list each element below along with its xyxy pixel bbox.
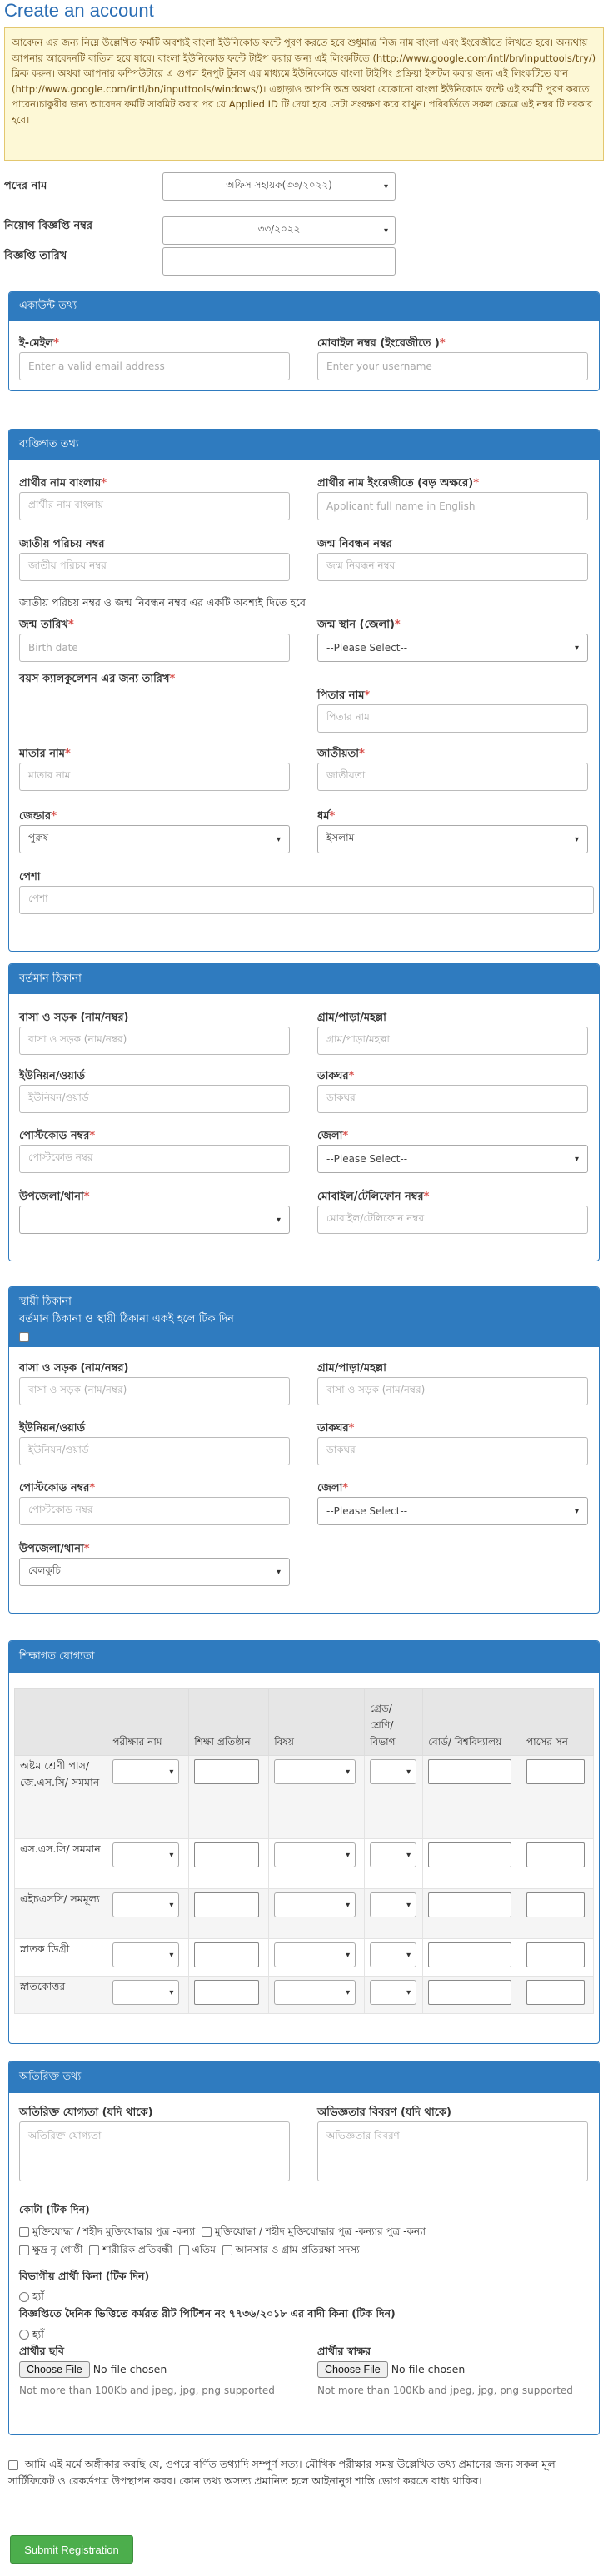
chevron-down-icon: ▾	[276, 1567, 281, 1577]
writ-label: বিজ্ঞপ্তিতে দৈনিক ভিত্তিতে কর্মরত রীট পিটিশন নং ৭৭৩৬/২০১৮ এর বাদী কিনা (টিক দিন)	[19, 2307, 396, 2320]
perm-village-field: গ্রাম/পাড়া/মহল্লা বাসা ও সড়ক (নাম/নম্বর)	[317, 1360, 588, 1405]
edu-institute-input[interactable]	[194, 1892, 259, 1917]
perm-district-select[interactable]: --Please Select-- ▾	[317, 1497, 588, 1525]
chevron-down-icon: ▾	[276, 1215, 281, 1225]
extra-qual-field: অতিরিক্ত যোগ্যতা (যদি থাকে) অতিরিক্ত যোগ্যতা	[19, 2105, 290, 2181]
present-postcode-input[interactable]: পোস্টকোড নম্বর	[19, 1145, 290, 1173]
edu-year-input[interactable]	[526, 1980, 585, 2005]
edu-institute-input[interactable]	[194, 1942, 259, 1967]
permanent-address-panel	[8, 1286, 600, 1614]
sign-label: প্রার্থীর স্বাক্ষর	[317, 2345, 371, 2357]
edu-year-input[interactable]	[526, 1759, 585, 1784]
present-district-field: জেলা* --Please Select-- ▾	[317, 1128, 588, 1173]
id-note: জাতীয় পরিচয় নম্বর ও জন্ম নিবন্ধন নম্বর এর একটি অবশ্যই দিতে হবে	[19, 596, 306, 609]
name-en-field: প্রার্থীর নাম ইংরেজীতে (বড় অক্ষরে)* Applicant full name in English	[317, 475, 588, 520]
declaration	[8, 2456, 600, 2489]
perm-upazila-field: উপজেলা/থানা* বেলকুচি ▾	[19, 1541, 290, 1586]
submit-registration-button[interactable]: Submit Registration	[10, 2535, 133, 2564]
mother-input[interactable]: মাতার নাম	[19, 763, 290, 791]
same-address-checkbox[interactable]	[19, 1332, 29, 1342]
present-upazila-select[interactable]	[19, 1206, 290, 1234]
post-row	[4, 172, 47, 201]
chevron-down-icon: ▾	[406, 1987, 411, 1997]
present-district-select[interactable]: --Please Select-- ▾	[317, 1145, 588, 1173]
education-panel	[8, 1640, 600, 2044]
dept-option: হ্যাঁ	[19, 2290, 44, 2306]
quota-6-checkbox[interactable]	[222, 2245, 232, 2255]
table-row	[15, 1839, 594, 1889]
table-row	[15, 1977, 594, 2014]
edu-row-label: স্নাতকোত্তর	[15, 1977, 107, 2014]
present-village-input[interactable]: গ্রাম/পাড়া/মহল্লা	[317, 1027, 588, 1055]
photo-choose-file-button[interactable]: Choose File	[19, 2361, 90, 2378]
edu-board-input[interactable]	[428, 1980, 511, 2005]
mobile-field: মোবাইল নম্বর (ইংরেজীতে )* Enter your username	[317, 336, 588, 380]
birthreg-input[interactable]: জন্ম নিবন্ধন নম্বর	[317, 553, 588, 581]
chevron-down-icon: ▾	[346, 1987, 351, 1997]
chevron-down-icon: ▾	[346, 1900, 351, 1910]
edu-exam-select[interactable]	[112, 1842, 179, 1867]
additional-panel	[8, 2061, 600, 2435]
edu-grade-select[interactable]	[370, 1892, 416, 1917]
edu-subject-select[interactable]	[274, 1980, 356, 2005]
father-field: পিতার নাম* পিতার নাম	[317, 688, 588, 733]
chevron-down-icon: ▾	[169, 1767, 174, 1777]
edu-header-exam: পরীক্ষার নাম	[107, 1689, 189, 1756]
table-row	[15, 1756, 594, 1839]
experience-field: অভিজ্ঞতার বিবরণ (যদি থাকে) অভিজ্ঞতার বিবরণ	[317, 2105, 588, 2181]
name-bn-input[interactable]: প্রার্থীর নাম বাংলায়	[19, 492, 290, 520]
circular-date-label: বিজ্ঞপ্তি তারিখ	[4, 249, 67, 262]
edu-exam-select[interactable]	[112, 1759, 179, 1784]
edu-institute-input[interactable]	[194, 1759, 259, 1784]
nationality-field: জাতীয়তা* জাতীয়তা	[317, 746, 588, 791]
same-address-note: বর্তমান ঠিকানা ও স্থায়ী ঠিকানা একই হলে টিক দিন	[19, 1313, 234, 1325]
photo-hint: Not more than 100Kb and jpeg, jpg, png supported	[19, 2385, 275, 2396]
chevron-down-icon: ▾	[574, 643, 579, 653]
chevron-down-icon: ▾	[406, 1850, 411, 1860]
present-house-input[interactable]: বাসা ও সড়ক (নাম/নম্বর)	[19, 1027, 290, 1055]
email-input[interactable]: Enter a valid email address	[19, 352, 290, 380]
circular-label: নিয়োগ বিজ্ঞপ্তি নম্বর	[4, 219, 93, 232]
permanent-address-title: স্থায়ী ঠিকানা	[19, 1295, 72, 1308]
additional-panel-title: অতিরিক্ত তথ্য	[9, 2061, 599, 2093]
account-panel-title: একাউন্ট তথ্য	[9, 292, 599, 321]
personal-panel	[8, 429, 600, 952]
present-union-field: ইউনিয়ন/ওয়ার্ড ইউনিয়ন/ওয়ার্ড	[19, 1068, 290, 1113]
page-title: Create an account	[4, 0, 154, 21]
education-panel-title: শিক্ষাগত যোগ্যতা	[9, 1641, 599, 1673]
sign-hint: Not more than 100Kb and jpeg, jpg, png supported	[317, 2385, 573, 2396]
present-address-title: বর্তমান ঠিকানা	[9, 964, 599, 994]
sign-upload	[317, 2361, 465, 2378]
chevron-down-icon: ▾	[574, 834, 579, 844]
perm-house-input[interactable]: বাসা ও সড়ক (নাম/নম্বর)	[19, 1377, 290, 1405]
present-postoffice-field: ডাকঘর* ডাকঘর	[317, 1068, 588, 1113]
chevron-down-icon: ▾	[276, 834, 281, 844]
present-postcode-field: পোস্টকোড নম্বর* পোস্টকোড নম্বর	[19, 1128, 290, 1173]
gender-field: জেন্ডার* পুরুষ ▾	[19, 808, 290, 853]
photo-upload	[19, 2361, 167, 2378]
edu-header-institute: শিক্ষা প্রতিষ্ঠান	[189, 1689, 269, 1756]
perm-union-field: ইউনিয়ন/ওয়ার্ড ইউনিয়ন/ওয়ার্ড	[19, 1420, 290, 1465]
edu-subject-select[interactable]	[274, 1842, 356, 1867]
sign-choose-file-button[interactable]: Choose File	[317, 2361, 388, 2378]
chevron-down-icon: ▾	[383, 182, 388, 191]
present-upazila-field: উপজেলা/থানা* ▾	[19, 1189, 290, 1234]
perm-union-input[interactable]: ইউনিয়ন/ওয়ার্ড	[19, 1437, 290, 1465]
edu-grade-select[interactable]	[370, 1942, 416, 1967]
edu-board-input[interactable]	[428, 1942, 511, 1967]
quota-2-checkbox[interactable]	[202, 2227, 212, 2237]
perm-postcode-input[interactable]: পোস্টকোড নম্বর	[19, 1497, 290, 1525]
present-phone-field: মোবাইল/টেলিফোন নম্বর* মোবাইল/টেলিফোন নম্বর	[317, 1189, 588, 1234]
quota-4-checkbox[interactable]	[89, 2245, 99, 2255]
chevron-down-icon: ▾	[169, 1950, 174, 1960]
edu-subject-select[interactable]	[274, 1892, 356, 1917]
father-input[interactable]: পিতার নাম	[317, 704, 588, 733]
chevron-down-icon: ▾	[574, 1154, 579, 1164]
declaration-text: আমি এই মর্মে অঙ্গীকার করছি যে, ওপরে বর্ণিত তথ্যাদি সম্পূর্ণ সত্য। মৌখিক পরীক্ষার সময় উল্লেখিত তথ্য প্রমানের জন্য সকল মূল সার্টিফিকেট ও রেকর্ডপত্র উপস্থাপন করব। কোন তথ্য অসত্য প্রমানিত হলে আইনানুগ শাস্তি ভোগ করতে বাধ্য থাকিব।	[8, 2458, 556, 2487]
date-row	[4, 244, 67, 269]
edu-row-label: এস.এস.সি/ সমমান	[15, 1839, 107, 1889]
circular-date-input[interactable]	[162, 247, 396, 276]
table-row	[15, 1939, 594, 1977]
edu-institute-input[interactable]	[194, 1842, 259, 1867]
writ-option: হ্যাঁ	[19, 2328, 44, 2345]
nid-input[interactable]: জাতীয় পরিচয় নম্বর	[19, 553, 290, 581]
email-field: ই-মেইল* Enter a valid email address	[19, 336, 290, 380]
gender-select[interactable]: পুরুষ ▾	[19, 825, 290, 853]
mobile-input[interactable]: Enter your username	[317, 352, 588, 380]
photo-file-status: No file chosen	[92, 2363, 167, 2375]
quota-options: মুক্তিযোদ্ধা / শহীদ মুক্তিযোদ্ধার পুত্র -কন্যা মুক্তিযোদ্ধা / শহীদ মুক্তিযোদ্ধার পুত্র -কন্যার পুত্র -কন্যা ক্ষুদ্র নৃ-গোষ্ঠী শারীরিক প্রতিবন্ধী এতিম আনসার ও গ্রাম প্রতিরক্ষা সদস্য	[19, 2222, 594, 2259]
edu-year-input[interactable]	[526, 1892, 585, 1917]
chevron-down-icon: ▾	[406, 1900, 411, 1910]
edu-exam-select[interactable]	[112, 1980, 179, 2005]
edu-institute-input[interactable]	[194, 1980, 259, 2005]
personal-panel-title: ব্যক্তিগত তথ্য	[9, 430, 599, 460]
name-bn-field: প্রার্থীর নাম বাংলায়* প্রার্থীর নাম বাংলায়	[19, 475, 290, 520]
present-phone-input[interactable]: মোবাইল/টেলিফোন নম্বর	[317, 1206, 588, 1234]
quota-5-checkbox[interactable]	[179, 2245, 189, 2255]
edu-header-blank	[15, 1689, 107, 1756]
edu-year-input[interactable]	[526, 1942, 585, 1967]
edu-board-input[interactable]	[428, 1759, 511, 1784]
perm-district-field: জেলা* --Please Select-- ▾	[317, 1480, 588, 1525]
occupation-input[interactable]: পেশা	[19, 886, 594, 914]
edu-exam-select[interactable]	[112, 1942, 179, 1967]
chevron-down-icon: ▾	[346, 1950, 351, 1960]
extra-qual-textarea[interactable]: অতিরিক্ত যোগ্যতা	[19, 2121, 290, 2181]
edu-subject-select[interactable]	[274, 1759, 356, 1784]
chevron-down-icon: ▾	[169, 1987, 174, 1997]
edu-grade-select[interactable]	[370, 1759, 416, 1784]
circular-select[interactable]: ৩৩/২০২২ ▾	[162, 216, 396, 245]
edu-grade-select[interactable]	[370, 1980, 416, 2005]
declaration-checkbox[interactable]	[8, 2460, 18, 2470]
edu-row-label: এইচএসসি/ সমমূল্য	[15, 1889, 107, 1939]
edu-year-input[interactable]	[526, 1842, 585, 1867]
dept-yes-radio[interactable]	[19, 2292, 29, 2302]
chevron-down-icon: ▾	[169, 1900, 174, 1910]
present-village-field: গ্রাম/পাড়া/মহল্লা গ্রাম/পাড়া/মহল্লা	[317, 1010, 588, 1055]
dob-field: জন্ম তারিখ* Birth date	[19, 617, 290, 662]
edu-grade-select[interactable]	[370, 1842, 416, 1867]
chevron-down-icon: ▾	[574, 1506, 579, 1516]
birthreg-field: জন্ম নিবন্ধন নম্বর জন্ম নিবন্ধন নম্বর	[317, 536, 588, 581]
edu-header-year: পাসের সন	[521, 1689, 593, 1756]
mother-field: মাতার নাম* মাতার নাম	[19, 746, 290, 791]
edu-row-label: অষ্টম শ্রেণী পাস/ জে.এস.সি/ সমমান	[15, 1756, 107, 1839]
present-postoffice-input[interactable]: ডাকঘর	[317, 1085, 588, 1113]
edu-board-input[interactable]	[428, 1842, 511, 1867]
present-address-panel	[8, 963, 600, 1261]
dept-label: বিভাগীয় প্রার্থী কিনা (টিক দিন)	[19, 2270, 150, 2282]
religion-select[interactable]: ইসলাম ▾	[317, 825, 588, 853]
photo-label: প্রার্থীর ছবি	[19, 2345, 64, 2357]
edu-header-subject: বিষয়	[269, 1689, 365, 1756]
table-row	[15, 1889, 594, 1939]
chevron-down-icon: ▾	[169, 1850, 174, 1860]
nid-field: জাতীয় পরিচয় নম্বর জাতীয় পরিচয় নম্বর	[19, 536, 290, 581]
chevron-down-icon: ▾	[383, 226, 388, 236]
chevron-down-icon: ▾	[346, 1850, 351, 1860]
education-table	[14, 1688, 594, 2014]
perm-postcode-field: পোস্টকোড নম্বর* পোস্টকোড নম্বর	[19, 1480, 290, 1525]
perm-village-input[interactable]: বাসা ও সড়ক (নাম/নম্বর)	[317, 1377, 588, 1405]
edu-board-input[interactable]	[428, 1892, 511, 1917]
edu-exam-select[interactable]	[112, 1892, 179, 1917]
sign-file-status: No file chosen	[391, 2363, 466, 2375]
age-calc-field: বয়স ক্যালকুলেশন এর জন্য তারিখ*	[19, 673, 176, 685]
edu-header-board: বোর্ড/ বিশ্ববিদ্যালয়	[423, 1689, 521, 1756]
post-label: পদের নাম	[4, 179, 47, 192]
quota-3-checkbox[interactable]	[19, 2245, 29, 2255]
quota-1-checkbox[interactable]	[19, 2227, 29, 2237]
writ-yes-radio[interactable]	[19, 2330, 29, 2340]
circular-row	[4, 212, 92, 241]
birthplace-select[interactable]: --Please Select-- ▾	[317, 634, 588, 662]
quota-label: কোটা (টিক দিন)	[19, 2203, 90, 2215]
chevron-down-icon: ▾	[406, 1767, 411, 1777]
occupation-field: পেশা পেশা	[19, 869, 594, 914]
permanent-address-header	[9, 1287, 599, 1347]
chevron-down-icon: ▾	[406, 1950, 411, 1960]
post-select[interactable]: অফিস সহায়ক(৩৩/২০২২) ▾	[162, 172, 396, 201]
religion-field: ধর্ম* ইসলাম ▾	[317, 808, 588, 853]
dob-input[interactable]: Birth date	[19, 634, 290, 662]
edu-header-grade: গ্রেড/ শ্রেণি/ বিভাগ	[365, 1689, 423, 1756]
nationality-input[interactable]: জাতীয়তা	[317, 763, 588, 791]
account-panel	[8, 291, 600, 391]
birthplace-field: জন্ম স্থান (জেলা)* --Please Select-- ▾	[317, 617, 588, 662]
present-union-input[interactable]: ইউনিয়ন/ওয়ার্ড	[19, 1085, 290, 1113]
edu-row-label: স্নাতক ডিগ্রী	[15, 1939, 107, 1977]
edu-subject-select[interactable]	[274, 1942, 356, 1967]
perm-upazila-select[interactable]: বেলকুচি ▾	[19, 1558, 290, 1586]
experience-textarea[interactable]: অভিজ্ঞতার বিবরণ	[317, 2121, 588, 2181]
name-en-input[interactable]: Applicant full name in English	[317, 492, 588, 520]
perm-house-field: বাসা ও সড়ক (নাম/নম্বর) বাসা ও সড়ক (নাম/নম্বর)	[19, 1360, 290, 1405]
present-house-field: বাসা ও সড়ক (নাম/নম্বর) বাসা ও সড়ক (নাম/নম্বর)	[19, 1010, 290, 1055]
perm-postoffice-field: ডাকঘর* ডাকঘর	[317, 1420, 588, 1465]
perm-postoffice-input[interactable]: ডাকঘর	[317, 1437, 588, 1465]
chevron-down-icon: ▾	[346, 1767, 351, 1777]
notice-box: আবেদন এর জন্য নিম্নে উল্লেখিত ফর্মটি অবশ্যই বাংলা ইউনিকোড ফন্টে পুরণ করতে হবে শুধুমাত্র নিজ নাম বাংলা এবং ইংরেজীতে লিখতে হবে। অন্যথায় আপনার আবেদনটি বাতিল হয়ে যাবে। বাংলা ইউনিকোড ফন্টে টাইপ করার জন্য এই লিংকটিতে (http://www.google.com/intl/bn/inputtools/try/) ক্লিক করুন। অথবা আপনার কম্পিউটারে এ গুগল ইনপুট টুলস এর মাধ্যমে ইউনিকোডে বাংলা টাইপিং প্রক্রিয়া ইন্সটল করার জন্য এই লিংকটিতে যান (http://www.google.com/intl/bn/inputtools/windows/)। এছাড়াও আপনি অভ্র অথবা যেকোনো বাংলা ইউনিকোড ফন্টে এই ফর্মটি পুরণ করতে পারেন।চাকুরীর জন্য আবেদন ফর্মটি সাবমিট করার পর যে Applied ID টি দেয়া হবে সেটা সংরক্ষণ করে রাখুন। পরিবর্তিতে সকল ক্ষেত্রে এই নম্বর টি দরকার হবে।	[4, 27, 604, 161]
